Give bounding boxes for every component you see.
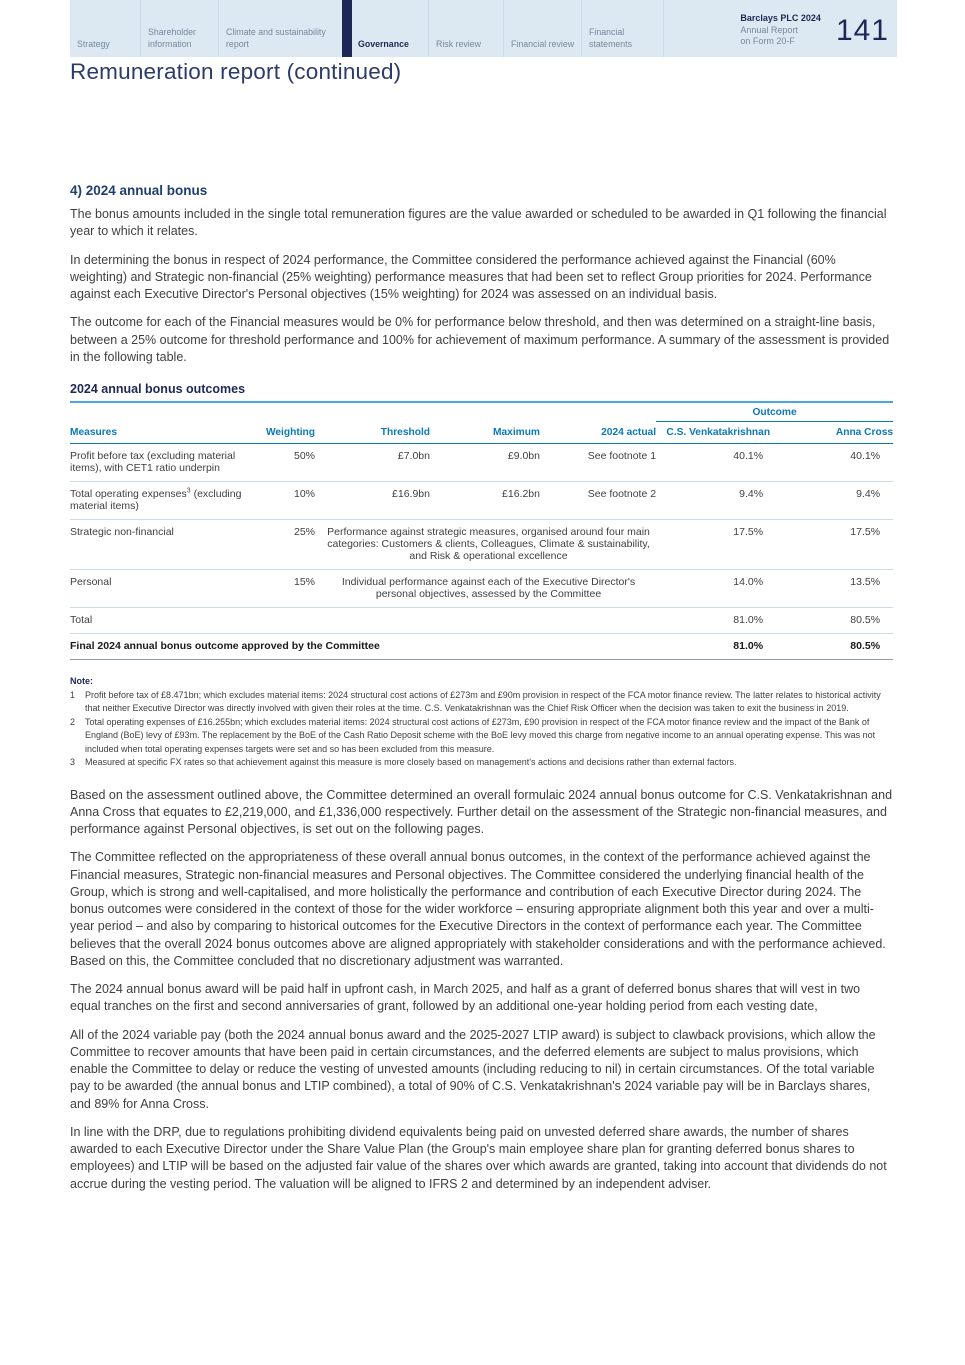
- header-tab-financial-statements[interactable]: [581, 0, 663, 57]
- cell-threshold: £16.9bn: [315, 482, 430, 520]
- cell-measure: Total: [70, 608, 656, 634]
- intro-paragraph-3: The outcome for each of the Financial measures would be 0% for performance below threshold, and then was determined on a straight-line basis, between a 25% outcome for threshold performance and 100% for achievement of maximum performance. A summary of the assessment is provided in the following table.: [70, 315, 890, 364]
- col-header-maximum: Maximum: [430, 422, 540, 444]
- cell-measure: Personal: [70, 570, 250, 608]
- cell-venkatakrishnan: 9.4%: [656, 482, 770, 520]
- table-row-operating-expenses: [70, 482, 893, 520]
- intro-paragraph-1: The bonus amounts included in the single total remuneration figures are the value awarded or scheduled to be awarded in Q1 following the financial year to which it relates.: [70, 207, 887, 239]
- cell-measure: Final 2024 annual bonus outcome approved by the Committee: [70, 634, 656, 660]
- col-header-measures: Measures: [70, 422, 250, 444]
- cell-performance-description: Performance against strategic measures, organised around four main categories: Customers & clients, Colleagues, Climate & sustainability, and Risk & operational excellence: [315, 520, 656, 570]
- cell-weighting: 15%: [250, 570, 315, 608]
- cell-2024-actual: See footnote 2: [540, 482, 656, 520]
- tab-label: Shareholder information: [148, 27, 196, 49]
- tab-label: Financial statements: [589, 27, 633, 49]
- cell-anna-cross: 17.5%: [770, 520, 893, 570]
- cell-venkatakrishnan: 81.0%: [656, 608, 770, 634]
- outcome-group-header-row: [70, 402, 893, 422]
- table-row-personal: [70, 570, 893, 608]
- note-item-1: [70, 689, 893, 716]
- cell-2024-actual: See footnote 1: [540, 444, 656, 482]
- outcome-group-header: Outcome: [656, 402, 893, 422]
- cell-maximum: £16.2bn: [430, 482, 540, 520]
- header-tab-risk-review[interactable]: [428, 0, 503, 57]
- section-heading: 4) 2024 annual bonus: [70, 183, 208, 198]
- note-text: Measured at specific FX rates so that achievement against this measure is more closely based on management's actions and decisions rather than external factors.: [85, 757, 737, 767]
- header-tab-strategy[interactable]: [70, 0, 140, 57]
- note-number: 3: [70, 757, 76, 767]
- header-tab-climate-sustainability[interactable]: [218, 0, 342, 57]
- note-item-3: [70, 756, 893, 770]
- body-paragraph-3: The 2024 annual bonus award will be paid half in upfront cash, in March 2025, and half as a grant of deferred bonus shares that will vest in two equal tranches on the first and second anniversaries of grant, followed by an additional one-year holding period from each vesting date,: [70, 982, 861, 1014]
- note-number: 2: [70, 716, 76, 727]
- cell-weighting: 10%: [250, 482, 315, 520]
- cell-anna-cross: 80.5%: [770, 634, 893, 660]
- col-header-threshold: Threshold: [315, 422, 430, 444]
- closing-paragraphs: [70, 787, 893, 1193]
- notes-label: Note:: [70, 676, 93, 686]
- tab-label: Climate and sustainability report: [226, 27, 326, 49]
- notes-section: [70, 675, 893, 770]
- header-band: [70, 0, 897, 57]
- tab-label: Risk review: [436, 38, 481, 49]
- body-paragraph-5: In line with the DRP, due to regulations prohibiting dividend equivalents being paid on unvested deferred share awards, the number of shares awarded to each Executive Director under the Share Value Plan (the Group's main employee share plan for granting deferred bonus shares to employees) and LTIP will be based on the adjusted fair value of the shares over which awards are granted, taking into account that dividends do not accrue during the vesting period. The valuation will be aligned to IFRS 2 and determined by an independent adviser.: [70, 1124, 887, 1191]
- cell-anna-cross: 80.5%: [770, 608, 893, 634]
- brand-subtitle-2: on Form 20-F: [740, 36, 795, 47]
- page-number: 141: [835, 13, 889, 47]
- column-header-row: [70, 422, 893, 444]
- cell-maximum: £9.0bn: [430, 444, 540, 482]
- cell-venkatakrishnan: 17.5%: [656, 520, 770, 570]
- body-paragraph-1: Based on the assessment outlined above, the Committee determined an overall formulaic 2024 annual bonus outcome for C.S. Venkatakrishnan and Anna Cross that equates to £2,219,000, and £1,336,000 respectively. Further detail on the assessment of the Strategic non-financial measures, and performance against Personal objectives, is set out on the following pages.: [70, 787, 893, 836]
- note-text: Total operating expenses of £16.255bn; which excludes material items: 2024 structural cost actions of £273m, £90 provision in respect of the FCA motor finance review and the impact of the Bank of England (BoE) levy of £93m. The replacement by the BoE of the Cash Ratio Deposit scheme with the BoE levy moved this charge from negative income to an annual operating expense. This was not included when total operating expenses targets were set and so has been excluded from this measure.: [85, 716, 876, 754]
- cell-anna-cross: 9.4%: [770, 482, 893, 520]
- cell-measure: Profit before tax (excluding material items), with CET1 ratio underpin: [70, 444, 250, 482]
- page-title: Remuneration report (continued): [70, 59, 402, 84]
- brand-subtitle-1: Annual Report: [740, 24, 798, 35]
- header-tab-governance[interactable]: [342, 0, 428, 57]
- cell-weighting: 25%: [250, 520, 315, 570]
- body-paragraph-2: The Committee reflected on the appropriateness of these overall annual bonus outcomes, in the context of the performance achieved against the Financial measures, Strategic non-financial measures and Personal objectives. The Committee considered the underlying financial health of the Group, which is strong and well-capitalised, and more holistically the performance and contribution of each Executive Director during 2024. The bonus outcomes were considered in the context of those for the wider workforce – ensuring appropriate alignment both this year and over a multi-year period – and also by comparing to historical outcomes for the Executive Directors in the context of performance each year. The Committee believes that the overall 2024 bonus outcomes above are aligned appropriately with stakeholder considerations and with the performance achieved. Based on this, the Committee concluded that no discretionary adjustment was warranted.: [70, 850, 886, 968]
- cell-weighting: 50%: [250, 444, 315, 482]
- header-tab-financial-review[interactable]: [503, 0, 581, 57]
- body-paragraph-4: All of the 2024 variable pay (both the 2024 annual bonus award and the 2025-2027 LTIP award) is subject to clawback provisions, which allow the Committee to recover amounts that have been paid in certain circumstances, and the deferred elements are subject to malus provisions, which enable the Committee to delay or reduce the vesting of unvested amounts (including reducing to nil) in certain circumstances. Of the total variable pay to be awarded (the annual bonus and LTIP combined), a total of 90% of C.S. Venkatakrishnan's 2024 variable pay will be in Barclays shares, and 89% for Anna Cross.: [70, 1027, 876, 1111]
- note-text: Profit before tax of £8.471bn; which excludes material items: 2024 structural cost actions of £273m and £90m provision in respect of the FCA motor finance review. The latter relates to historical activity that neither Executive Director was directly involved with given their roles at the time. C.S. Venkatakrishnan was the Chief Risk Officer when the decision was taken to exit the business in 2019.: [85, 689, 881, 713]
- brand-title: Barclays PLC 2024: [740, 12, 821, 23]
- table-row-profit-before-tax: [70, 444, 893, 482]
- report-brand-block: [663, 0, 897, 57]
- col-header-venkatakrishnan: C.S. Venkatakrishnan: [656, 422, 770, 444]
- cell-venkatakrishnan: 40.1%: [656, 444, 770, 482]
- bonus-outcomes-table: [70, 401, 893, 660]
- cell-threshold: £7.0bn: [315, 444, 430, 482]
- col-header-weighting: Weighting: [250, 422, 315, 444]
- note-number: 1: [70, 689, 76, 700]
- main-content: [70, 183, 893, 1204]
- col-header-anna-cross: Anna Cross: [770, 422, 893, 444]
- col-header-2024-actual: 2024 actual: [540, 422, 656, 444]
- header-tab-shareholder-information[interactable]: [140, 0, 218, 57]
- outcome-spacer: [70, 402, 656, 422]
- footnote-marker-3: 3: [186, 487, 191, 495]
- table-row-total: [70, 608, 893, 634]
- cell-measure: Total operating expenses$^3$ (excluding material items): [70, 482, 250, 520]
- tab-label: Governance: [358, 38, 409, 49]
- cell-anna-cross: 13.5%: [770, 570, 893, 608]
- tab-label: Strategy: [77, 38, 110, 49]
- cell-measure: Strategic non-financial: [70, 520, 250, 570]
- cell-performance-description: Individual performance against each of the Executive Director's personal objectives, assessed by the Committee: [315, 570, 656, 608]
- table-row-strategic-non-financial: [70, 520, 893, 570]
- report-brand-text: [740, 13, 821, 49]
- cell-anna-cross: 40.1%: [770, 444, 893, 482]
- cell-venkatakrishnan: 81.0%: [656, 634, 770, 660]
- table-title: 2024 annual bonus outcomes: [70, 382, 246, 396]
- tab-label: Financial review: [511, 38, 575, 49]
- cell-venkatakrishnan: 14.0%: [656, 570, 770, 608]
- note-item-2: [70, 716, 893, 757]
- table-row-final-outcome: [70, 634, 893, 660]
- intro-paragraph-2: In determining the bonus in respect of 2024 performance, the Committee considered the performance achieved against the Financial (60% weighting) and Strategic non-financial (25% weighting) performance measures that had been set to reflect Group priorities for 2024. Performance against each Executive Director's Personal objectives (15% weighting) for 2024 was assessed on an individual basis.: [70, 252, 872, 301]
- active-tab-indicator: [342, 0, 352, 57]
